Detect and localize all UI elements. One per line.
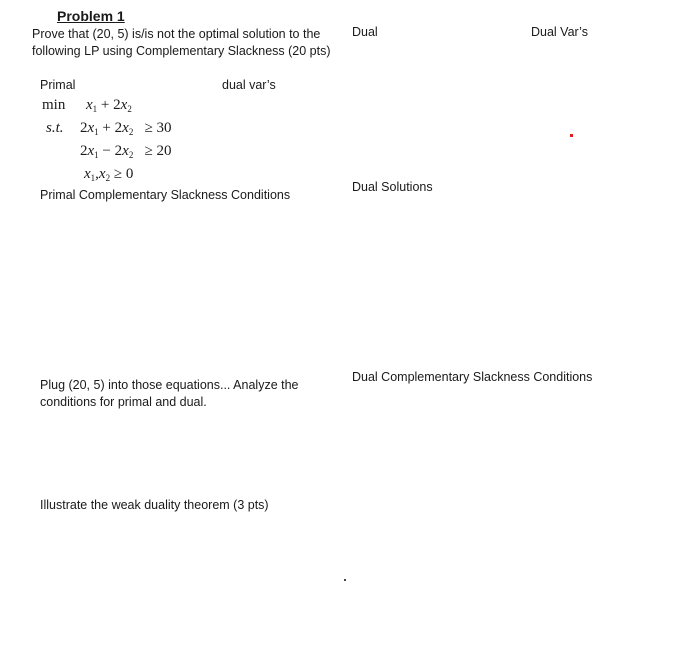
problem-title: Problem 1: [57, 8, 125, 24]
st-keyword: s.t.: [46, 120, 64, 136]
min-keyword: min: [42, 97, 66, 113]
problem-prompt: Prove that (20, 5) is/is not the optimal solution to the following LP using Complementary Slackness (20 pts): [32, 27, 331, 58]
constraint-2: $2x_1 - 2x_2$ ≥ 20: [80, 143, 172, 160]
dual-complementary-slackness-label: Dual Complementary Slackness Conditions: [352, 370, 593, 384]
primal-complementary-slackness-label: Primal Complementary Slackness Conditions: [40, 188, 291, 202]
dual-vars-header: Dual Var’s: [531, 25, 588, 39]
dual-vars-label: dual var’s: [222, 78, 276, 92]
constraint-1: $2x_1 + 2x_2$ ≥ 30: [80, 120, 172, 137]
objective-expression: $x_1 + 2x_2$: [86, 97, 132, 114]
dual-solutions-label: Dual Solutions: [352, 180, 433, 194]
nonnegativity-constraint: $x_1,x_2 \ge 0$: [84, 166, 134, 183]
red-pen-mark: [570, 134, 573, 137]
plug-instruction: Plug (20, 5) into those equations... Analyze the conditions for primal and dual.: [40, 378, 299, 409]
primal-label: Primal: [40, 78, 76, 92]
weak-duality-instruction: Illustrate the weak duality theorem (3 pts): [40, 498, 269, 512]
stray-dot: [344, 579, 346, 581]
dual-label: Dual: [352, 25, 378, 39]
